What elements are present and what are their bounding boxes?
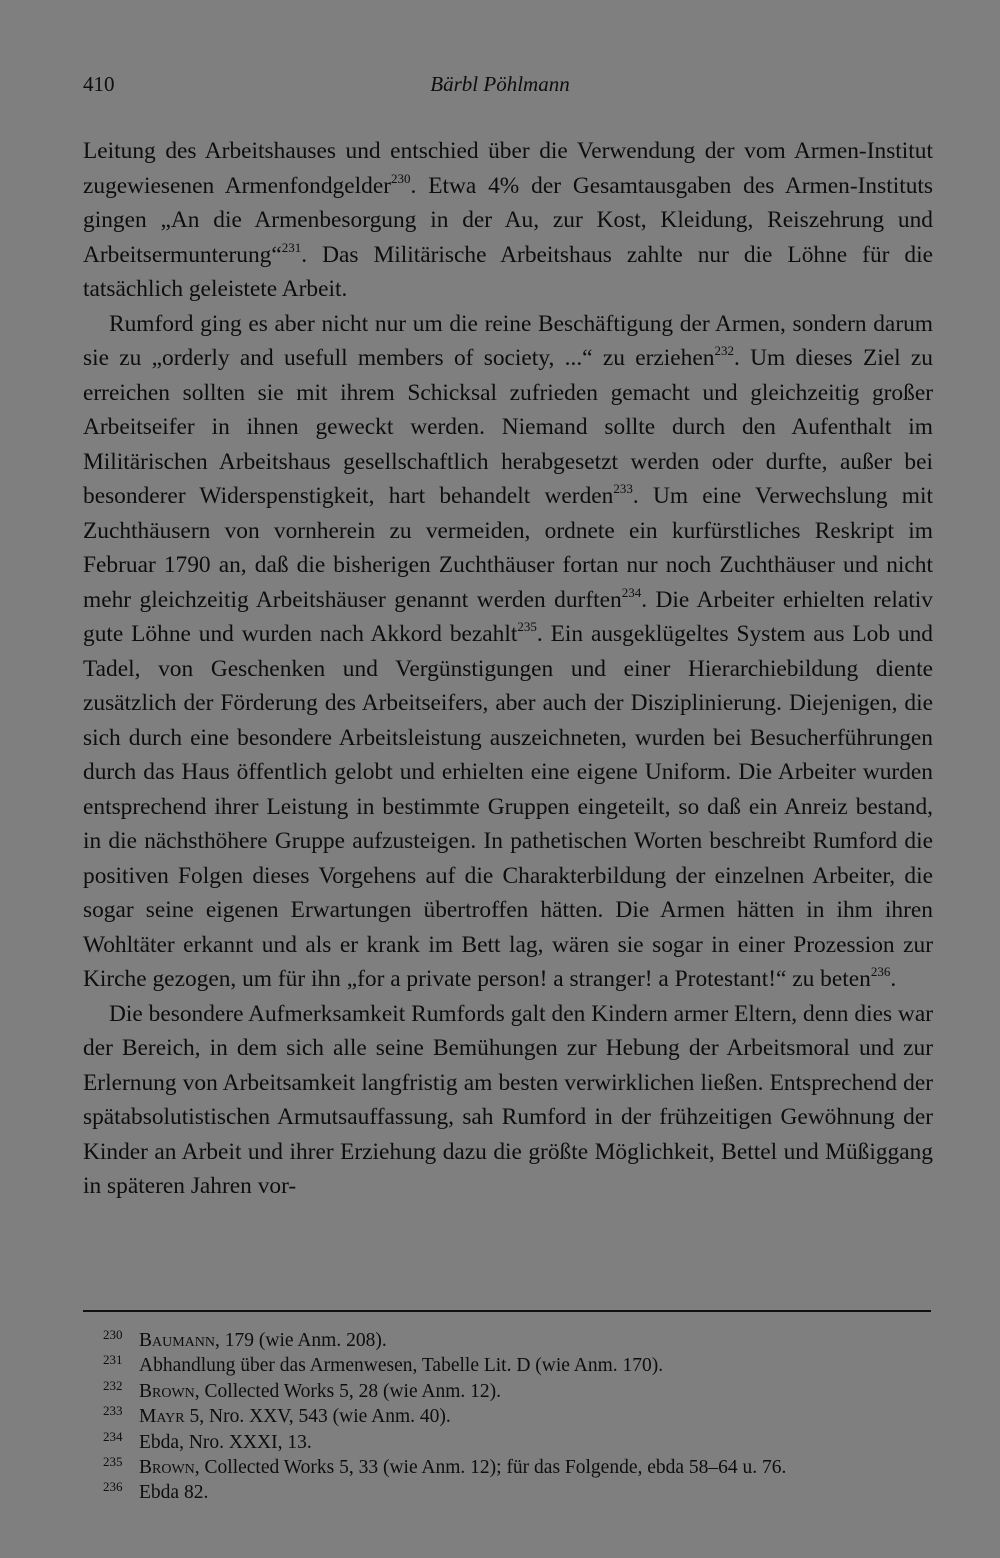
paragraph	[83, 997, 933, 1204]
footnote-ref[interactable]: 230	[391, 170, 411, 186]
body-text	[83, 134, 933, 1204]
footnote: 234 Ebda, Nro. XXXI, 13.	[103, 1428, 312, 1453]
paragraph-text: . Das Militärische Arbeitshaus zahlte nur die Löhne für die tatsächlich geleistete Arbeit.	[83, 241, 933, 302]
footnote-ref[interactable]: 231	[281, 239, 302, 255]
footnote: 235 Brown, Collected Works 5, 33 (wie Anm. 12); für das Folgende, ebda 58–64 u. 76.	[103, 1454, 787, 1479]
footnote: 236 Ebda 82.	[103, 1479, 209, 1504]
footnote-text: , 179 (wie Anm. 208).	[215, 1330, 387, 1351]
footnote-text: Abhandlung über das Armenwesen, Tabelle Lit. D (wie Anm. 170).	[139, 1355, 664, 1377]
footnote-author: Mayr	[139, 1406, 185, 1428]
paragraph-text: Leitung des Arbeitshauses und entschied über die Verwendung der vom Armen-Institut zugewiesenen Armenfondgelder	[83, 138, 933, 199]
paragraph-text: . Ein ausgeklügeltes System aus Lob und Tadel, von Geschenken und Vergünstigungen und einer Hierarchiebildung diente zusätzlich der Förderung des Arbeitseifers, aber auch der Disziplinierung. Diejenigen, die sich durch eine besondere Arbeitsleistung auszeichneten, wurden bei Besucherführungen durch das Haus öffentlich gelobt und erhielten eine eigene Uniform. Die Arbeiter wurden entsprechend ihrer Leistung in bestimmte Gruppen eingeteilt, so daß ein Anreiz bestand, in die nächsthöhere Gruppe aufzusteigen. In pathetischen Worten beschreibt Rumford die positiven Folgen dieses Vorgehens auf die Charakterbildung der einzelnen Arbeiter, die sogar seine eigenen Erwartungen übertroffen hätten. Die Armen hätten in ihm ihren Wohltäter erkannt und als er krank im Bett lag, wären sie sogar in einer Prozession zur Kirche gezogen, um für ihn „for a private person! a stranger! a Protestant!“ zu beten	[83, 621, 933, 992]
footnote: 232 Brown, Collected Works 5, 28 (wie Anm. 12).	[103, 1377, 502, 1402]
footnote-author: Brown	[139, 1380, 195, 1402]
footnote-text: , Collected Works 5, 33 (wie Anm. 12); für das Folgende, ebda 58–64 u. 76.	[194, 1457, 787, 1479]
running-head: Bärbl Pöhlmann	[430, 72, 570, 96]
footnote-ref[interactable]: 233	[613, 481, 633, 496]
paragraph-text: Die besondere Aufmerksamkeit Rumfords galt den Kindern armer Eltern, denn dies war der Bereich, in dem sich alle seine Bemühungen zur Hebung der Arbeitsmoral und zur Erlernung von Arbeitsamkeit langfristig am besten verwirklichen ließen. Entsprechend der spätabsolutistischen Armutsauffassung, sah Rumford in der frühzeitigen Gewöhnung der Kinder an Arbeit und ihrer Erziehung dazu die größte Möglichkeit, Bettel und Müßiggang in späteren Jahren vor-	[83, 1000, 933, 1199]
page-number: 410	[83, 72, 115, 96]
paragraph-text: . Um dieses Ziel zu erreichen sollten sie mit ihrem Schicksal zufrieden gemacht und gleichzeitig großer Arbeitseifer in ihnen geweckt werden. Niemand sollte durch den Aufenthalt im Militärischen Arbeitshaus gesellschaftlich herabgesetzt werden oder durfte, außer bei besonderer Widerspenstigkeit, hart behandelt werden	[83, 345, 933, 509]
footnote-text: , Collected Works 5, 28 (wie Anm. 12).	[194, 1380, 502, 1402]
footnote: 230 Baumann, 179 (wie Anm. 208).	[103, 1327, 387, 1351]
footnote-ref[interactable]: 235	[517, 619, 537, 634]
page-header	[83, 72, 933, 102]
paragraph-text: Rumford ging es aber nicht nur um die reine Beschäftigung der Armen, sondern darum sie zu „orderly and usefull members of society, ...“ zu erziehen	[83, 310, 933, 371]
footnote-author: Brown	[139, 1457, 195, 1479]
footnote: 231 Abhandlung über das Armenwesen, Tabelle Lit. D (wie Anm. 170).	[103, 1352, 664, 1377]
paragraph	[83, 307, 933, 997]
paragraph	[83, 134, 933, 307]
footnote-divider	[83, 1310, 931, 1312]
footnote-text: Ebda, Nro. XXXI, 13.	[139, 1431, 312, 1453]
paragraph-text: .	[890, 966, 897, 992]
footnote-text: 5, Nro. XXV, 543 (wie Anm. 40).	[184, 1406, 451, 1428]
footnote: 233 Mayr 5, Nro. XXV, 543 (wie Anm. 40).	[103, 1403, 451, 1428]
footnote-ref[interactable]: 234	[621, 584, 642, 600]
paragraph-text: . Etwa 4% der Gesamtausgaben des Armen-Instituts gingen „An die Armenbesorgung in der Au, zur Kost, Kleidung, Reiszehrung und Arbeitsermunterung“	[83, 172, 933, 268]
footnote-ref[interactable]: 236	[870, 964, 891, 979]
footnote-author: Baumann	[139, 1330, 216, 1351]
footnote-text: Ebda 82.	[139, 1482, 209, 1504]
paragraph-text: . Die Arbeiter erhielten relativ gute Löhne und wurden nach Akkord bezahlt	[83, 586, 933, 647]
paragraph-text: . Um eine Verwechslung mit Zuchthäusern von vornherein zu vermeiden, ordnete ein kurfürstliches Reskript im Februar 1790 an, daß die bisherigen Zuchthäuser fortan nur noch Zuchthäuser und nicht mehr gleichzeitig Arbeitshäuser genannt werden durften	[83, 483, 933, 613]
footnotes	[103, 1328, 933, 1506]
footnote-ref[interactable]: 232	[714, 343, 734, 358]
